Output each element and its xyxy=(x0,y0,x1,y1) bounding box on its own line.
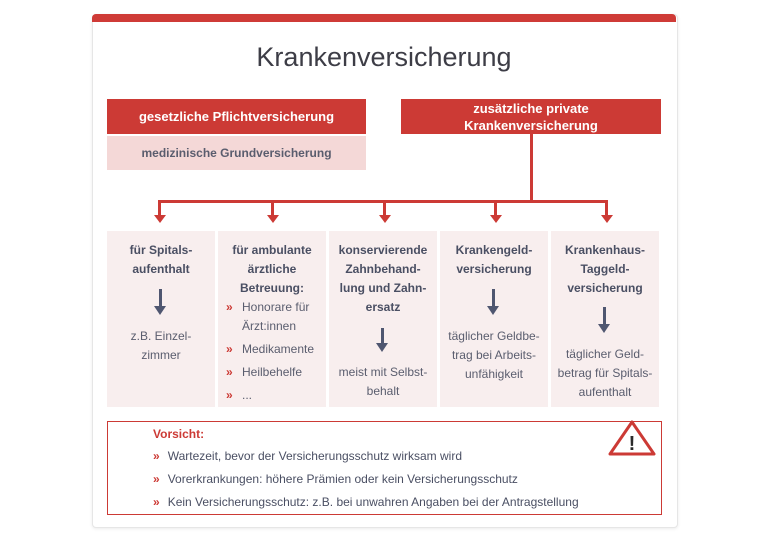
warning-item-text: Wartezeit, bevor der Versicherungsschutz wirksam wird xyxy=(167,449,463,463)
warning-item xyxy=(153,472,518,486)
body-line: betrag für Spitals- xyxy=(557,366,653,380)
body-line: z.B. Einzel- xyxy=(130,329,192,343)
list-item xyxy=(226,363,314,382)
body-line: unfähigkeit xyxy=(464,367,524,381)
connector-arrowhead-2 xyxy=(267,215,279,223)
mandatory-insurance-box xyxy=(107,99,366,134)
body-line: meist mit Selbst- xyxy=(338,365,428,379)
column-outpatient-care xyxy=(218,231,326,407)
heading-line: ersatz xyxy=(365,300,401,314)
warning-symbol: ! xyxy=(628,433,636,455)
body-line: zimmer xyxy=(141,348,181,362)
list-item xyxy=(226,340,314,359)
down-arrow-icon xyxy=(603,307,606,325)
page-title: Krankenversicherung xyxy=(256,42,512,72)
body-line: täglicher Geldbe- xyxy=(448,329,540,343)
column-body xyxy=(440,327,548,384)
down-arrow-icon xyxy=(492,289,495,307)
heading-line: Betreuung: xyxy=(240,281,304,295)
warning-box xyxy=(107,421,662,515)
body-line: trag bei Arbeits- xyxy=(451,348,537,362)
column-hospital-stay xyxy=(107,231,215,407)
chevron-right-icon: » xyxy=(226,300,233,314)
down-arrow-icon xyxy=(381,328,384,344)
private-insurance-line-2: Krankenversicherung xyxy=(464,117,598,133)
heading-line: für ambulante xyxy=(232,243,312,257)
list-item xyxy=(226,386,314,405)
heading-line: ärztliche xyxy=(247,262,297,276)
heading-line: lung und Zahn- xyxy=(339,281,427,295)
heading-line: Krankenhaus- xyxy=(564,243,646,257)
column-heading xyxy=(440,241,548,279)
body-line: aufenthalt xyxy=(578,385,632,399)
basic-coverage-label: medizinische Grundversicherung xyxy=(141,146,332,160)
column-hospital-daily-allowance xyxy=(551,231,659,407)
warning-item-text: Kein Versicherungsschutz: z.B. bei unwahren Angaben bei der Antragstellung xyxy=(167,495,579,509)
heading-line: Taggeld- xyxy=(580,262,630,276)
chevron-right-icon: » xyxy=(153,472,160,486)
connector-drop-2 xyxy=(271,200,274,216)
warning-triangle-icon xyxy=(608,420,656,456)
connector-drop-5 xyxy=(605,200,608,216)
chevron-right-icon: » xyxy=(226,365,233,379)
column-body xyxy=(107,327,215,365)
connector-arrowhead-5 xyxy=(601,215,613,223)
column-body xyxy=(329,363,437,401)
chevron-right-icon: » xyxy=(226,388,233,402)
column-heading xyxy=(329,241,437,317)
connector-trunk xyxy=(530,134,533,202)
warning-item-text: Vorerkrankungen: höhere Prämien oder kein Versicherungsschutz xyxy=(167,472,518,486)
column-sickness-benefit xyxy=(440,231,548,407)
mandatory-insurance-label: gesetzliche Pflichtversicherung xyxy=(138,109,335,124)
heading-line: Krankengeld- xyxy=(455,243,533,257)
column-body xyxy=(551,345,659,402)
connector-arrowhead-1 xyxy=(154,215,166,223)
warning-item xyxy=(153,495,579,509)
warning-title: Vorsicht: xyxy=(153,427,205,441)
connector-drop-1 xyxy=(158,200,161,216)
private-insurance-line-1: zusätzliche private xyxy=(473,100,589,116)
list-item-text: Honorare für xyxy=(242,300,310,314)
basic-coverage-box xyxy=(107,136,366,170)
connector-drop-3 xyxy=(383,200,386,216)
card-top-bar xyxy=(92,14,676,22)
chevron-right-icon: » xyxy=(226,342,233,356)
heading-line: Zahnbehand- xyxy=(345,262,421,276)
outpatient-list xyxy=(226,298,314,409)
list-item-text: Heilbehelfe xyxy=(242,365,303,379)
connector-arrowhead-4 xyxy=(490,215,502,223)
column-dental-care xyxy=(329,231,437,407)
heading-line: für Spitals- xyxy=(129,243,193,257)
list-item-text: ... xyxy=(242,388,253,402)
chevron-right-icon: » xyxy=(153,449,160,463)
column-heading xyxy=(107,241,215,279)
down-arrow-icon xyxy=(159,289,162,307)
heading-line: aufenthalt xyxy=(132,262,190,276)
list-item-text: Medikamente xyxy=(242,342,315,356)
list-item xyxy=(226,298,314,336)
connector-arrowhead-3 xyxy=(379,215,391,223)
heading-line: versicherung xyxy=(456,262,532,276)
column-heading xyxy=(551,241,659,298)
body-line: behalt xyxy=(366,384,400,398)
chevron-right-icon: » xyxy=(153,495,160,509)
heading-line: konservierende xyxy=(338,243,428,257)
body-line: täglicher Geld- xyxy=(565,347,645,361)
private-insurance-box xyxy=(401,99,661,134)
column-heading xyxy=(218,241,326,298)
list-item-text: Ärzt:innen xyxy=(242,319,297,333)
connector-drop-4 xyxy=(494,200,497,216)
heading-line: versicherung xyxy=(567,281,643,295)
warning-item xyxy=(153,449,462,463)
